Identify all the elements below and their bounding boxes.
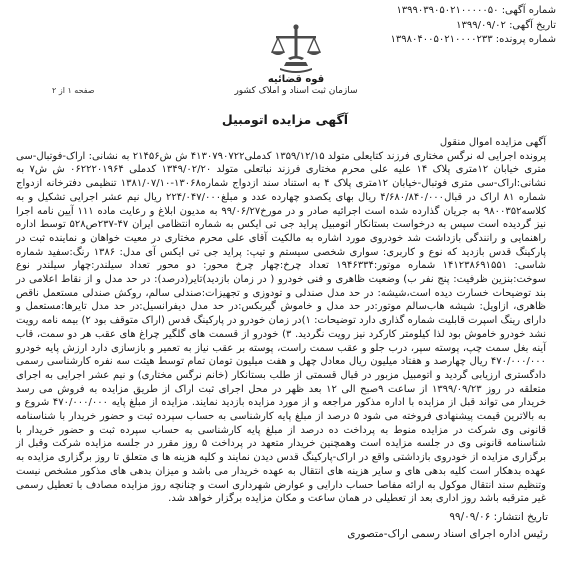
publish-date: تاریخ انتشار: ۹۹/۰۹/۰۶ (449, 511, 548, 523)
judiciary-emblem-icon (266, 22, 326, 76)
ad-number-label: شماره آگهی: (501, 5, 556, 16)
document-body (16, 136, 547, 505)
ad-date-label: تاریخ آگهی: (509, 19, 556, 31)
ad-date-row (316, 19, 556, 34)
org-title: قوه قضائیه (267, 74, 325, 85)
ad-meta (316, 4, 556, 48)
ad-number-row (316, 4, 556, 19)
ad-number: ۱۳۹۹۰۳۹۰۵۰۲۱۰۰۰۰۰۵۰ (396, 5, 499, 16)
document-title: آگهی مزایده اتومبیل (221, 112, 349, 127)
case-number-row (316, 33, 556, 48)
case-number-label: شماره پرونده: (495, 34, 556, 45)
case-number: ۱۳۹۸۰۴۰۰۵۰۲۱۰۰۰۰۲۳۳ (390, 34, 493, 45)
body-intro: آگهی مزایده اموال منقول (439, 137, 546, 148)
signature: رئیس اداره اجرای اسناد رسمی اراک-متصوری (347, 528, 548, 540)
page-number: صفحه ۱ از ۲ (52, 86, 95, 95)
document-footer (188, 509, 548, 543)
ad-date: ۱۳۹۹/۰۹/۰۲ (456, 19, 506, 31)
org-subtitle: سازمان ثبت اسناد و املاک کشور (234, 86, 358, 96)
body-paragraph: پرونده اجرایی له نرگس مختاری فرزند کتایعلی متولد ۱۳۵۹/۱۲/۱۵ کدملی۴۱۳۰۷۹۰۷۲۲ ش ش۲۱۴۵۶ به نشانی: اراک-فوتبال-سی متری خیابان ۱۲متری پلاک ۱۴ علیه علی محرم مختاری فرزند نباتعلی متولد ۱۳۴۹/۰۲/۲۰ کدملی ۰۶۲۲۲۰۱۹۶۴ ش ش۷ به نشانی:اراک-سی متری فوتبال-خیابان ۱۲متری پلاک ۴ به استناد سند ازدواج شماره۱۳۰۶۸-۱۳۸۱/۰۷/۱۰ تنظیمی دفترخانه ازدواج شماره ۸۱ اراک در قبال۴/۶۸۰/۸۴۰/۰۰۰ ریال بهای یکصدو چهارده عدد و مبلغ۲۲۴/۰۴۷/۰۰۰ ریال نیم عشر اجرایی تشکیل و به کلاسه۹۸۰۰۳۵۲ به جریان گذارده شده است اجرائیه صادر و در مورخ۹۹/۰۶/۲۷ به مدیون ابلاغ و رعایت ماده ۱۱۱ آیین نامه اجرا نیز گردیده است سپس به درخواست بستانکار اتومبیل پراید جی تی ایکس به شماره انتظامی ایران ۴۷-۲۳۷ص۵۲۸ توسط اداره راهنمایی و رانندگی بازداشت شد خودروی مورد اشاره به مالکیت آقای علی محرم مختاری در معیت خواهان و نماینده ثبت در پارکینگ قدس بازدید که نوع و کاربری: سواری شخصی سیستم و تیپ: پراید جی تی ایکس آی مدل: ۱۳۸۶ رنگ:سفید شماره شاسی: ۱۴۱۲۳۸۶۹۱۵۵۱ شماره موتور:۱۹۴۶۳۳۴ تعداد چرخ:چهار چرخ محور: دو محور تعداد سیلندر:چهار سیلندر نوع سوخت:بنزین ظرفیت: پنج نفر ب) وضعیت ظاهری و فنی خودرو ( در زمان بازدید)تایر(درصد): در حد مدل و از نقاط اعلامی در بند توضیحات خسارت دیده است،شیشه: در حد مدل صندلی و تودوزی و تجهیزات:صندلی سالم، روکش صندلی مستعمل ناقص ظاهری، ازاویل: شیشه هاب‌سالم موتور:در حد مدل و خاموش گیربکس:در حد مدل دیفرانسیل:در حد مدل تایرها:مستعمل و دارای رینگ اسپرت قابلیت شماره گذاری دارد توضیحات: ۱)در زمان خودرو در پارکینگ قدس (اراک متوقف بود ۲) بیمه نامه رویت نشد خودرو خاموش بود لذا کیلومتر کارکرد نیز رویت نگردید. ۳) خودرو از قسمت های گلگیر چراغ های عقب هر دو سمت، قاب آینه بغل سمت چپ، پوسته سپر، درب جلو و عقب سمت راست، پوسته بر عقب نیاز به تعمیر و بازسازی دارد ارزش پایه خودرو ۴۷۰/۰۰۰/۰۰۰ ریال چهارصد و هفتاد میلیون ریال معادل چهل و هفت میلیون تومان تمام توسط هیئت سه نفره کارشناسی رسمی دادگستری ارزیابی گردید و اتومبیل مزبور در قبال قسمتی از طلب بستانکار (خانم نرگس مختاری) و نیم عشر اجرایی به اجرای متعلقه در روز ۱۳۹۹/۰۹/۲۳ از ساعت ۹صبح الی ۱۲ بعد ظهر در محل اجرای ثبت اراک از طریق مزایده به فروش می رسد خریدار می تواند قبل از مزایده با اداره مذکور مراجعه و از مورد مزایده بازدید نمایند. مزایده از مبلغ پایه ۴۷۰/۰۰۰/۰۰۰ شروع و به بالاترین قیمت پیشنهادی فروخته می شود ۵ درصد از مبلغ پایه کارشناسی به حساب سپرده ثبت و حضور خریدار با شناسنامه قانونی وی شرکت در مزایده منوط به پرداخت ده درصد از مبلغ پایه کارشناسی به حساب سپرده ثبت و حضور خریدار با شناسنامه قانونی وی در جلسه مزایده است وهمچنین خریدار متعهد در پرداخت ۵ روز مقرر در جلسه مزایده شرکت وقبل از برگزاری مزایده از خودروی بازداشتی واقع در اراک-پارکینگ قدس دیدن نمایند و کلیه هزینه ها ی متعلق تا روز برگزاری مزایده به عهده بدهکار است کلیه بدهی های و سایر هزینه های انتقال به عهده خریدار می باشد و میزان بدهی های مذکور مشخص نیست وتنظیم سند انتقال موکول به ارائه مفاصا حساب دارایی و عوارض شهرداری است و چنانچه روز مزایده مصادف با تعطیل رسمی غیر مترقبه باشد روز اداری بعد از تعطیلی در همان ساعت و مکان مزایده برگزار خواهد شد. (16, 150, 547, 505)
